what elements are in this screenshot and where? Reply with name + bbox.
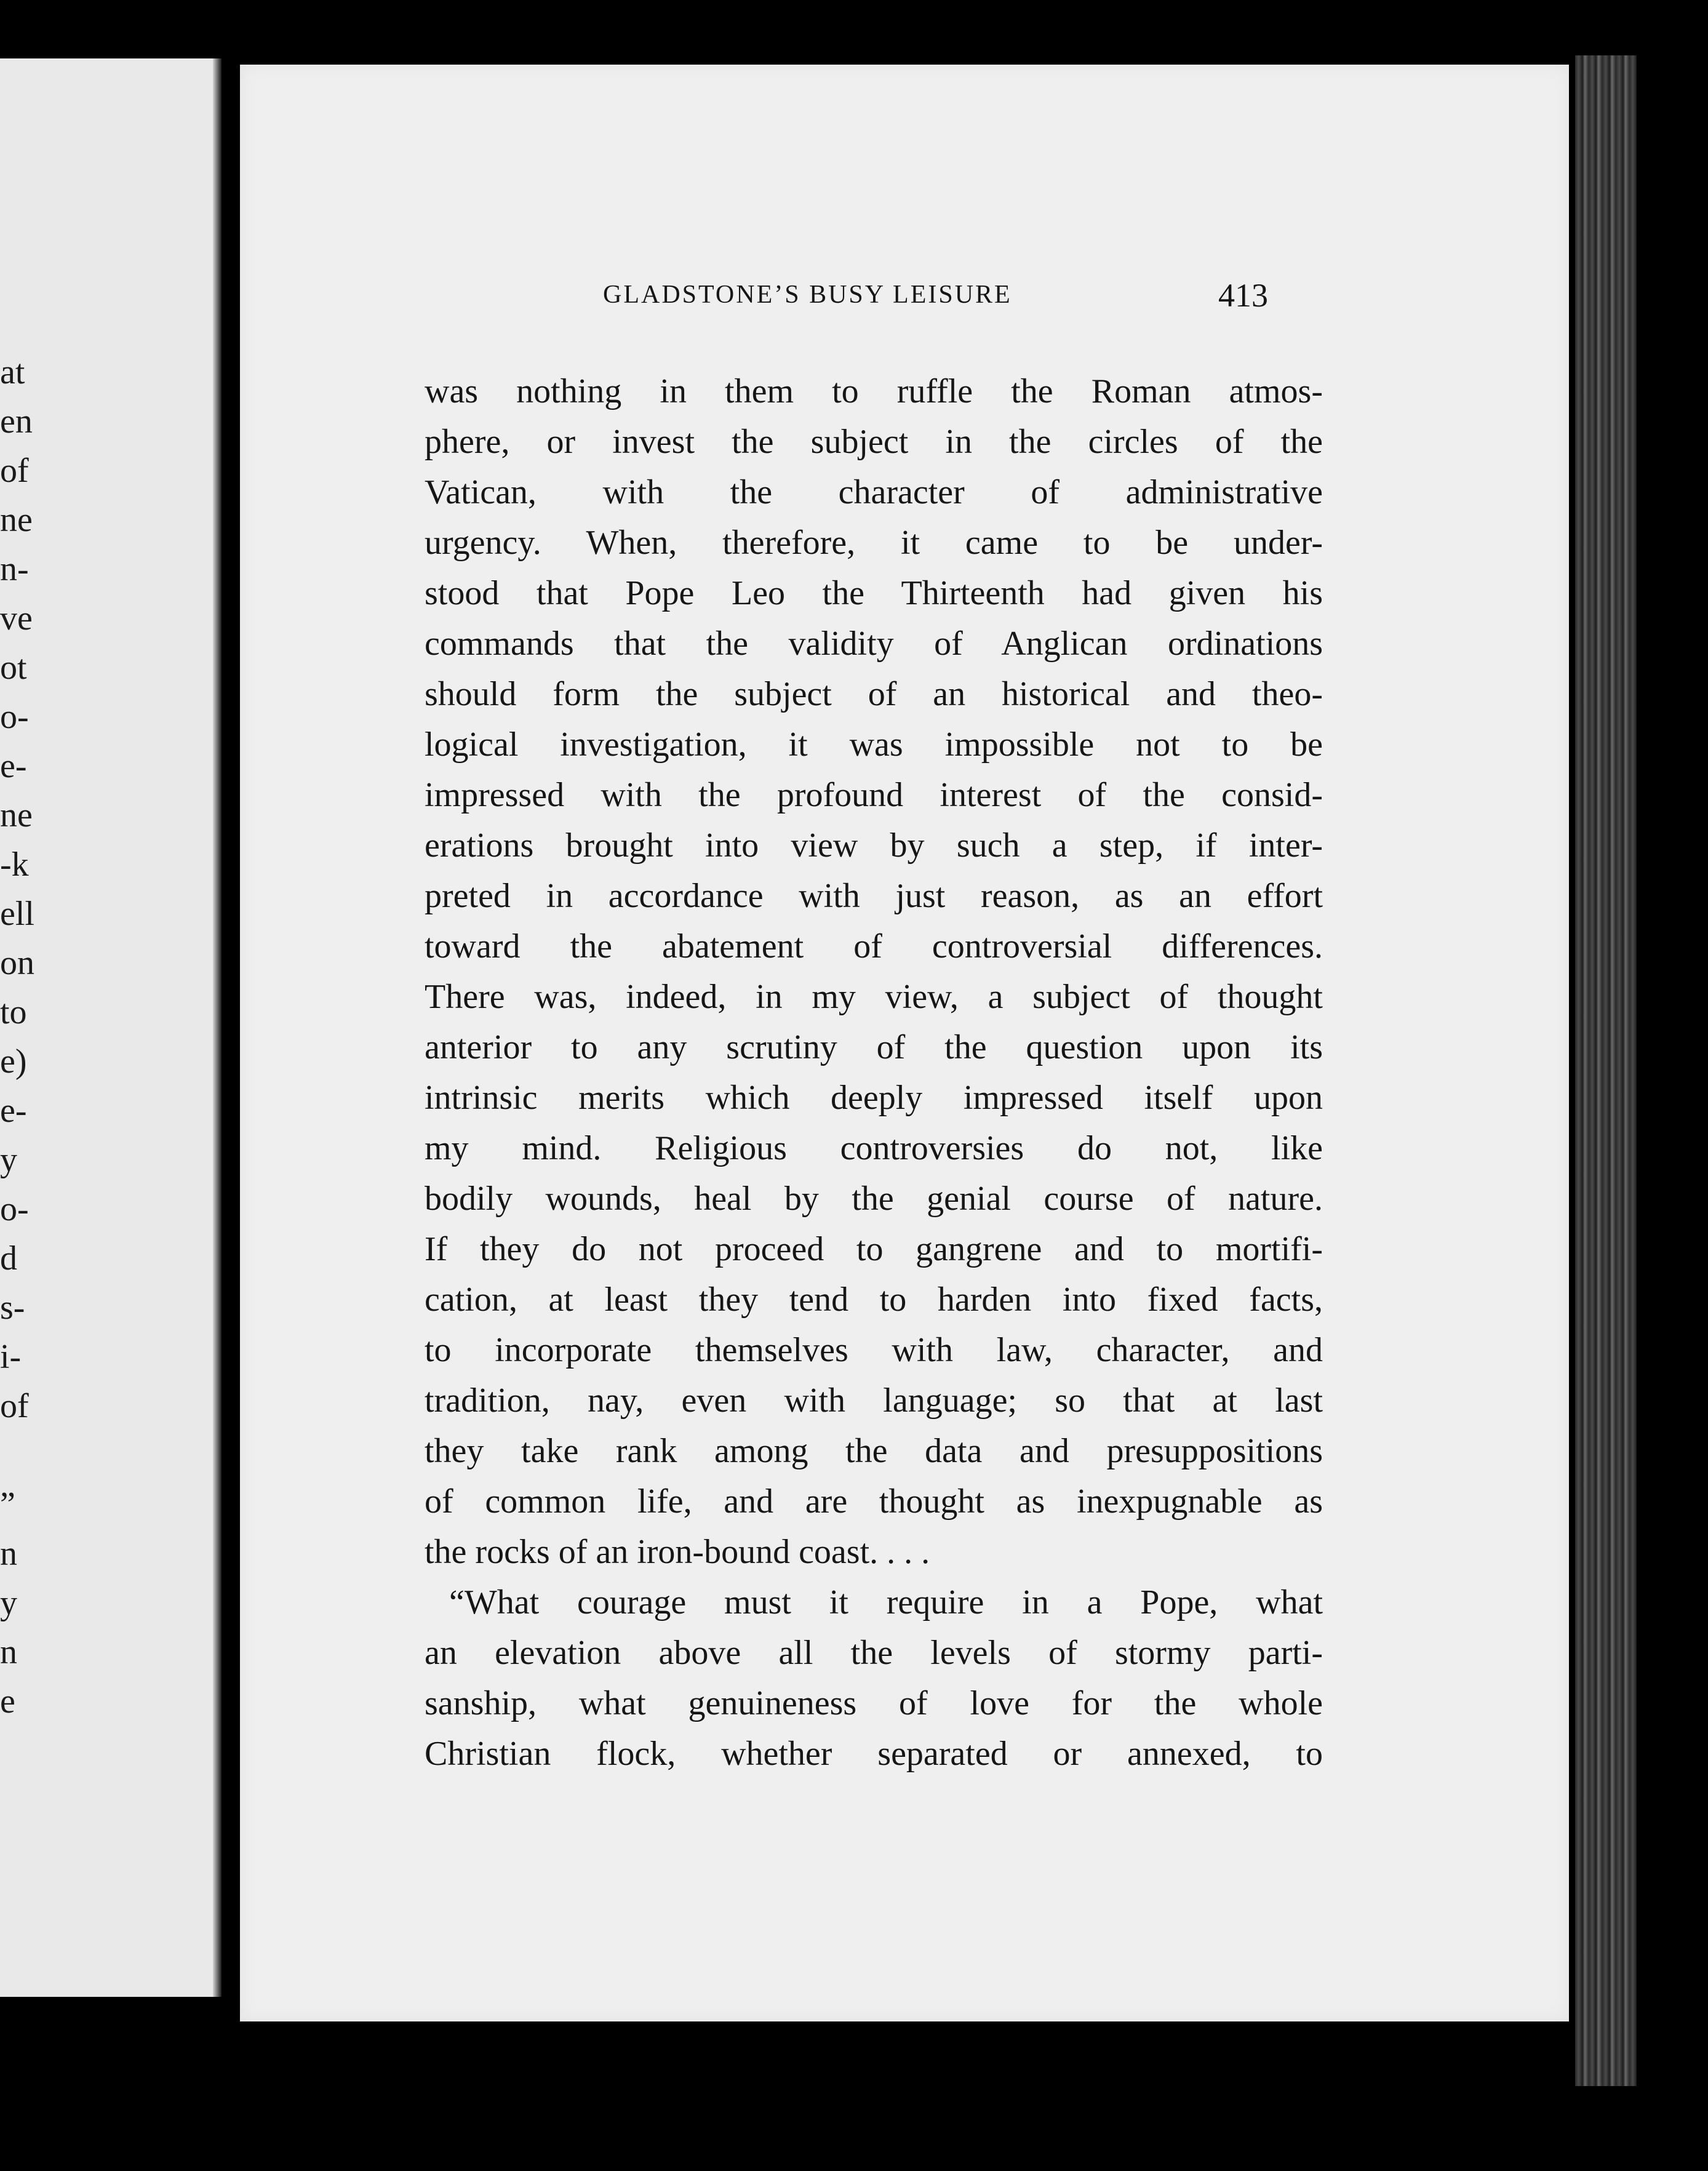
text-line: they take rank among the data and presuppositions bbox=[425, 1432, 1323, 1470]
text-line: anterior to any scrutiny of the question upon its bbox=[425, 1028, 1323, 1066]
line-fragment: d bbox=[0, 1239, 17, 1277]
line-fragment: e) bbox=[0, 1042, 27, 1081]
line-fragment: e bbox=[0, 1682, 15, 1721]
line-fragment: to bbox=[0, 993, 27, 1031]
line-fragment: ve bbox=[0, 599, 33, 638]
text-line: commands that the validity of Anglican ordinations bbox=[425, 625, 1323, 663]
text-line: Christian flock, whether separated or annexed, to bbox=[425, 1735, 1323, 1773]
text-line: phere, or invest the subject in the circles of the bbox=[425, 423, 1323, 461]
text-line: cation, at least they tend to harden into fixed facts, bbox=[425, 1281, 1323, 1319]
book-page bbox=[240, 65, 1569, 2021]
line-fragment: s- bbox=[0, 1289, 25, 1327]
line-fragment: ot bbox=[0, 649, 27, 687]
line-fragment: y bbox=[0, 1141, 17, 1179]
line-fragment: on bbox=[0, 944, 34, 982]
text-line: toward the abatement of controversial differences. bbox=[425, 927, 1323, 966]
body-text bbox=[425, 366, 1323, 1779]
text-line: should form the subject of an historical and theo- bbox=[425, 675, 1323, 713]
text-line: If they do not proceed to gangrene and to mortifi- bbox=[425, 1230, 1323, 1268]
text-line: my mind. Religious controversies do not, like bbox=[425, 1129, 1323, 1167]
line-fragment: o- bbox=[0, 1190, 29, 1228]
text-line: erations brought into view by such a step, if inter- bbox=[425, 826, 1323, 865]
book-fore-edge bbox=[1575, 55, 1637, 2086]
line-fragment: at bbox=[0, 353, 25, 391]
line-fragment: of bbox=[0, 452, 29, 490]
line-fragment: ne bbox=[0, 501, 33, 539]
text-line: There was, indeed, in my view, a subject of thought bbox=[425, 978, 1323, 1016]
line-fragment: o- bbox=[0, 698, 29, 736]
line-fragment: ” bbox=[0, 1485, 15, 1524]
line-fragment bbox=[0, 1431, 34, 1480]
line-fragment: ell bbox=[0, 895, 34, 933]
text-line: was nothing in them to ruffle the Roman atmos- bbox=[425, 372, 1323, 410]
text-line: intrinsic merits which deeply impressed itself upon bbox=[425, 1079, 1323, 1117]
running-head bbox=[425, 277, 1323, 335]
line-fragment: of bbox=[0, 1387, 29, 1425]
text-line: an elevation above all the levels of stormy parti- bbox=[425, 1634, 1323, 1672]
previous-page-fragment bbox=[0, 58, 221, 1997]
text-line: preted in accordance with just reason, as an effort bbox=[425, 877, 1323, 915]
gutter-shadow bbox=[213, 58, 221, 1997]
page-number: 413 bbox=[1218, 277, 1268, 314]
line-fragment: e- bbox=[0, 747, 27, 785]
text-line: impressed with the profound interest of the consid- bbox=[425, 776, 1323, 814]
line-fragment: ne bbox=[0, 796, 33, 834]
line-fragment: i- bbox=[0, 1338, 22, 1376]
line-fragment: e- bbox=[0, 1092, 27, 1130]
text-line: “What courage must it require in a Pope, what bbox=[449, 1583, 1323, 1621]
line-fragment: en bbox=[0, 402, 33, 441]
running-head-title: GLADSTONE’S BUSY LEISURE bbox=[603, 281, 1012, 309]
line-fragment: y bbox=[0, 1584, 17, 1622]
text-line: the rocks of an iron-bound coast. . . . bbox=[425, 1533, 930, 1571]
text-line: logical investigation, it was impossible not to be bbox=[425, 726, 1323, 764]
text-line: to incorporate themselves with law, character, and bbox=[425, 1331, 1323, 1369]
text-line: urgency. When, therefore, it came to be under- bbox=[425, 524, 1323, 562]
page-content bbox=[425, 277, 1323, 1779]
text-line: bodily wounds, heal by the genial course of nature. bbox=[425, 1180, 1323, 1218]
line-fragment: -k bbox=[0, 846, 29, 884]
text-line: of common life, and are thought as inexpugnable as bbox=[425, 1482, 1323, 1521]
previous-page-line-endings bbox=[0, 348, 34, 1726]
text-line: Vatican, with the character of administrative bbox=[425, 473, 1323, 511]
line-fragment: n bbox=[0, 1633, 17, 1671]
text-line: stood that Pope Leo the Thirteenth had given his bbox=[425, 574, 1323, 612]
line-fragment: n- bbox=[0, 550, 29, 588]
line-fragment: n bbox=[0, 1535, 17, 1573]
text-line: sanship, what genuineness of love for the whole bbox=[425, 1684, 1323, 1722]
text-line: tradition, nay, even with language; so that at last bbox=[425, 1381, 1323, 1420]
